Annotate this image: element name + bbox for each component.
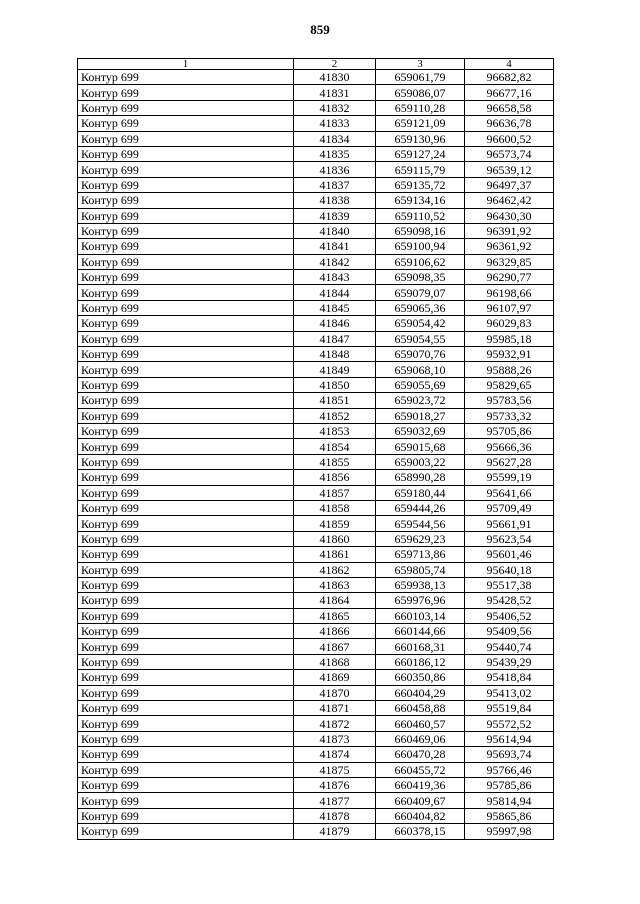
- x-coordinate-cell: 659135,72: [376, 177, 465, 192]
- x-coordinate-cell: 659110,28: [376, 100, 465, 115]
- y-coordinate-cell: 95783,56: [465, 393, 554, 408]
- point-number-cell: 41854: [294, 439, 376, 454]
- table-row: [78, 762, 554, 777]
- table-row: [78, 254, 554, 269]
- y-coordinate-cell: 96430,30: [465, 208, 554, 223]
- page-number: 859: [310, 22, 330, 37]
- table-row: [78, 439, 554, 454]
- y-coordinate-cell: 95439,29: [465, 654, 554, 669]
- table-row: [78, 347, 554, 362]
- table-row: [78, 670, 554, 685]
- x-coordinate-cell: 659065,36: [376, 300, 465, 315]
- x-coordinate-cell: 659015,68: [376, 439, 465, 454]
- contour-name-cell: Контур 699: [78, 747, 294, 762]
- y-coordinate-cell: 95829,65: [465, 377, 554, 392]
- table-row: [78, 408, 554, 423]
- point-number-cell: 41845: [294, 300, 376, 315]
- table-row: [78, 300, 554, 315]
- x-coordinate-cell: 659544,56: [376, 516, 465, 531]
- x-coordinate-cell: 659713,86: [376, 547, 465, 562]
- contour-name-cell: Контур 699: [78, 285, 294, 300]
- table-row: [78, 454, 554, 469]
- point-number-cell: 41871: [294, 701, 376, 716]
- contour-name-cell: Контур 699: [78, 793, 294, 808]
- point-number-cell: 41833: [294, 116, 376, 131]
- point-number-cell: 41851: [294, 393, 376, 408]
- table-row: [78, 485, 554, 500]
- header-row: [78, 59, 554, 70]
- point-number-cell: 41870: [294, 685, 376, 700]
- x-coordinate-cell: 659070,76: [376, 347, 465, 362]
- point-number-cell: 41843: [294, 270, 376, 285]
- y-coordinate-cell: 96290,77: [465, 270, 554, 285]
- table-row: [78, 177, 554, 192]
- contour-name-cell: Контур 699: [78, 716, 294, 731]
- point-number-cell: 41878: [294, 808, 376, 823]
- table-row: [78, 777, 554, 792]
- x-coordinate-cell: 659110,52: [376, 208, 465, 223]
- table-row: [78, 531, 554, 546]
- y-coordinate-cell: 95932,91: [465, 347, 554, 362]
- y-coordinate-cell: 95623,54: [465, 531, 554, 546]
- point-number-cell: 41861: [294, 547, 376, 562]
- contour-name-cell: Контур 699: [78, 485, 294, 500]
- contour-name-cell: Контур 699: [78, 254, 294, 269]
- table-row: [78, 747, 554, 762]
- y-coordinate-cell: 95406,52: [465, 608, 554, 623]
- x-coordinate-cell: 659976,96: [376, 593, 465, 608]
- x-coordinate-cell: 660460,57: [376, 716, 465, 731]
- x-coordinate-cell: 658990,28: [376, 470, 465, 485]
- x-coordinate-cell: 660144,66: [376, 624, 465, 639]
- contour-name-cell: Контур 699: [78, 500, 294, 515]
- contour-name-cell: Контур 699: [78, 577, 294, 592]
- point-number-cell: 41837: [294, 177, 376, 192]
- y-coordinate-cell: 96636,78: [465, 116, 554, 131]
- table-row: [78, 562, 554, 577]
- table-row: [78, 808, 554, 823]
- table-row: [78, 470, 554, 485]
- point-number-cell: 41830: [294, 70, 376, 85]
- x-coordinate-cell: 660409,67: [376, 793, 465, 808]
- point-number-cell: 41876: [294, 777, 376, 792]
- x-coordinate-cell: 660350,86: [376, 670, 465, 685]
- table-row: [78, 162, 554, 177]
- y-coordinate-cell: 95705,86: [465, 423, 554, 438]
- x-coordinate-cell: 660404,29: [376, 685, 465, 700]
- point-number-cell: 41839: [294, 208, 376, 223]
- contour-name-cell: Контур 699: [78, 423, 294, 438]
- x-coordinate-cell: 659805,74: [376, 562, 465, 577]
- y-coordinate-cell: 95733,32: [465, 408, 554, 423]
- x-coordinate-cell: 659127,24: [376, 146, 465, 161]
- header-col-4: 4: [465, 59, 554, 70]
- y-coordinate-cell: 95785,86: [465, 777, 554, 792]
- x-coordinate-cell: 660168,31: [376, 639, 465, 654]
- table-row: [78, 577, 554, 592]
- y-coordinate-cell: 96107,97: [465, 300, 554, 315]
- contour-name-cell: Контур 699: [78, 116, 294, 131]
- contour-name-cell: Контур 699: [78, 777, 294, 792]
- contour-name-cell: Контур 699: [78, 100, 294, 115]
- y-coordinate-cell: 96329,85: [465, 254, 554, 269]
- table-row: [78, 593, 554, 608]
- x-coordinate-cell: 659180,44: [376, 485, 465, 500]
- contour-name-cell: Контур 699: [78, 593, 294, 608]
- y-coordinate-cell: 95985,18: [465, 331, 554, 346]
- x-coordinate-cell: 659054,42: [376, 316, 465, 331]
- table-row: [78, 654, 554, 669]
- point-number-cell: 41863: [294, 577, 376, 592]
- point-number-cell: 41858: [294, 500, 376, 515]
- x-coordinate-cell: 659003,22: [376, 454, 465, 469]
- contour-name-cell: Контур 699: [78, 824, 294, 839]
- contour-name-cell: Контур 699: [78, 685, 294, 700]
- contour-name-cell: Контур 699: [78, 162, 294, 177]
- contour-name-cell: Контур 699: [78, 85, 294, 100]
- contour-name-cell: Контур 699: [78, 208, 294, 223]
- y-coordinate-cell: 95599,19: [465, 470, 554, 485]
- point-number-cell: 41836: [294, 162, 376, 177]
- contour-name-cell: Контур 699: [78, 670, 294, 685]
- contour-name-cell: Контур 699: [78, 300, 294, 315]
- point-number-cell: 41864: [294, 593, 376, 608]
- x-coordinate-cell: 660458,88: [376, 701, 465, 716]
- point-number-cell: 41856: [294, 470, 376, 485]
- table-row: [78, 547, 554, 562]
- table-row: [78, 100, 554, 115]
- point-number-cell: 41873: [294, 731, 376, 746]
- table-row: [78, 423, 554, 438]
- table-row: [78, 116, 554, 131]
- contour-name-cell: Контур 699: [78, 654, 294, 669]
- x-coordinate-cell: 659086,07: [376, 85, 465, 100]
- x-coordinate-cell: 660378,15: [376, 824, 465, 839]
- table-row: [78, 270, 554, 285]
- x-coordinate-cell: 659130,96: [376, 131, 465, 146]
- x-coordinate-cell: 660469,06: [376, 731, 465, 746]
- x-coordinate-cell: 659068,10: [376, 362, 465, 377]
- x-coordinate-cell: 659098,16: [376, 223, 465, 238]
- contour-name-cell: Контур 699: [78, 608, 294, 623]
- y-coordinate-cell: 95766,46: [465, 762, 554, 777]
- x-coordinate-cell: 659629,23: [376, 531, 465, 546]
- x-coordinate-cell: 659115,79: [376, 162, 465, 177]
- y-coordinate-cell: 96677,16: [465, 85, 554, 100]
- x-coordinate-cell: 659023,72: [376, 393, 465, 408]
- point-number-cell: 41877: [294, 793, 376, 808]
- point-number-cell: 41841: [294, 239, 376, 254]
- y-coordinate-cell: 95428,52: [465, 593, 554, 608]
- contour-name-cell: Контур 699: [78, 377, 294, 392]
- table-row: [78, 70, 554, 85]
- y-coordinate-cell: 96361,92: [465, 239, 554, 254]
- y-coordinate-cell: 95519,84: [465, 701, 554, 716]
- point-number-cell: 41840: [294, 223, 376, 238]
- contour-name-cell: Контур 699: [78, 562, 294, 577]
- table-body: [78, 70, 554, 840]
- table-row: [78, 193, 554, 208]
- y-coordinate-cell: 95572,52: [465, 716, 554, 731]
- y-coordinate-cell: 96658,58: [465, 100, 554, 115]
- table-row: [78, 608, 554, 623]
- table-row: [78, 500, 554, 515]
- contour-name-cell: Контур 699: [78, 408, 294, 423]
- y-coordinate-cell: 95409,56: [465, 624, 554, 639]
- y-coordinate-cell: 95440,74: [465, 639, 554, 654]
- point-number-cell: 41848: [294, 347, 376, 362]
- coordinates-table: [77, 58, 554, 840]
- y-coordinate-cell: 95693,74: [465, 747, 554, 762]
- point-number-cell: 41865: [294, 608, 376, 623]
- contour-name-cell: Контур 699: [78, 177, 294, 192]
- y-coordinate-cell: 95997,98: [465, 824, 554, 839]
- x-coordinate-cell: 659055,69: [376, 377, 465, 392]
- point-number-cell: 41866: [294, 624, 376, 639]
- table-row: [78, 85, 554, 100]
- contour-name-cell: Контур 699: [78, 639, 294, 654]
- y-coordinate-cell: 96600,52: [465, 131, 554, 146]
- contour-name-cell: Контур 699: [78, 131, 294, 146]
- point-number-cell: 41867: [294, 639, 376, 654]
- y-coordinate-cell: 95413,02: [465, 685, 554, 700]
- x-coordinate-cell: 660186,12: [376, 654, 465, 669]
- x-coordinate-cell: 659032,69: [376, 423, 465, 438]
- table-row: [78, 639, 554, 654]
- point-number-cell: 41832: [294, 100, 376, 115]
- point-number-cell: 41838: [294, 193, 376, 208]
- y-coordinate-cell: 95601,46: [465, 547, 554, 562]
- table-row: [78, 393, 554, 408]
- header-col-1: 1: [78, 59, 294, 70]
- y-coordinate-cell: 96391,92: [465, 223, 554, 238]
- x-coordinate-cell: 659098,35: [376, 270, 465, 285]
- contour-name-cell: Контур 699: [78, 223, 294, 238]
- point-number-cell: 41859: [294, 516, 376, 531]
- x-coordinate-cell: 659938,13: [376, 577, 465, 592]
- x-coordinate-cell: 660470,28: [376, 747, 465, 762]
- point-number-cell: 41874: [294, 747, 376, 762]
- y-coordinate-cell: 96497,37: [465, 177, 554, 192]
- table-row: [78, 824, 554, 839]
- table-row: [78, 701, 554, 716]
- contour-name-cell: Контур 699: [78, 331, 294, 346]
- x-coordinate-cell: 659079,07: [376, 285, 465, 300]
- point-number-cell: 41849: [294, 362, 376, 377]
- contour-name-cell: Контур 699: [78, 470, 294, 485]
- point-number-cell: 41846: [294, 316, 376, 331]
- x-coordinate-cell: 660455,72: [376, 762, 465, 777]
- table-header: [78, 59, 554, 70]
- y-coordinate-cell: 96539,12: [465, 162, 554, 177]
- y-coordinate-cell: 96573,74: [465, 146, 554, 161]
- contour-name-cell: Контур 699: [78, 193, 294, 208]
- x-coordinate-cell: 659018,27: [376, 408, 465, 423]
- contour-name-cell: Контур 699: [78, 316, 294, 331]
- x-coordinate-cell: 660404,82: [376, 808, 465, 823]
- point-number-cell: 41872: [294, 716, 376, 731]
- y-coordinate-cell: 96682,82: [465, 70, 554, 85]
- point-number-cell: 41831: [294, 85, 376, 100]
- table-row: [78, 316, 554, 331]
- table-row: [78, 624, 554, 639]
- y-coordinate-cell: 95661,91: [465, 516, 554, 531]
- contour-name-cell: Контур 699: [78, 439, 294, 454]
- contour-name-cell: Контур 699: [78, 347, 294, 362]
- table-row: [78, 377, 554, 392]
- y-coordinate-cell: 95418,84: [465, 670, 554, 685]
- y-coordinate-cell: 96198,66: [465, 285, 554, 300]
- point-number-cell: 41844: [294, 285, 376, 300]
- contour-name-cell: Контур 699: [78, 362, 294, 377]
- contour-name-cell: Контур 699: [78, 547, 294, 562]
- contour-name-cell: Контур 699: [78, 701, 294, 716]
- contour-name-cell: Контур 699: [78, 270, 294, 285]
- y-coordinate-cell: 95709,49: [465, 500, 554, 515]
- point-number-cell: 41847: [294, 331, 376, 346]
- y-coordinate-cell: 95865,86: [465, 808, 554, 823]
- table-row: [78, 516, 554, 531]
- x-coordinate-cell: 659100,94: [376, 239, 465, 254]
- point-number-cell: 41862: [294, 562, 376, 577]
- y-coordinate-cell: 96029,83: [465, 316, 554, 331]
- x-coordinate-cell: 659054,55: [376, 331, 465, 346]
- y-coordinate-cell: 95666,36: [465, 439, 554, 454]
- contour-name-cell: Контур 699: [78, 808, 294, 823]
- table-row: [78, 208, 554, 223]
- y-coordinate-cell: 95517,38: [465, 577, 554, 592]
- y-coordinate-cell: 95640,18: [465, 562, 554, 577]
- header-col-2: 2: [294, 59, 376, 70]
- point-number-cell: 41834: [294, 131, 376, 146]
- x-coordinate-cell: 659444,26: [376, 500, 465, 515]
- y-coordinate-cell: 95814,94: [465, 793, 554, 808]
- point-number-cell: 41869: [294, 670, 376, 685]
- point-number-cell: 41855: [294, 454, 376, 469]
- contour-name-cell: Контур 699: [78, 393, 294, 408]
- point-number-cell: 41857: [294, 485, 376, 500]
- header-col-3: 3: [376, 59, 465, 70]
- y-coordinate-cell: 95641,66: [465, 485, 554, 500]
- table-row: [78, 223, 554, 238]
- table-row: [78, 793, 554, 808]
- point-number-cell: 41879: [294, 824, 376, 839]
- table-row: [78, 285, 554, 300]
- contour-name-cell: Контур 699: [78, 624, 294, 639]
- table-row: [78, 131, 554, 146]
- y-coordinate-cell: 96462,42: [465, 193, 554, 208]
- contour-name-cell: Контур 699: [78, 531, 294, 546]
- point-number-cell: 41850: [294, 377, 376, 392]
- table-row: [78, 685, 554, 700]
- table-row: [78, 146, 554, 161]
- x-coordinate-cell: 660103,14: [376, 608, 465, 623]
- point-number-cell: 41875: [294, 762, 376, 777]
- contour-name-cell: Контур 699: [78, 516, 294, 531]
- table-row: [78, 331, 554, 346]
- table-row: [78, 716, 554, 731]
- contour-name-cell: Контур 699: [78, 731, 294, 746]
- x-coordinate-cell: 659134,16: [376, 193, 465, 208]
- y-coordinate-cell: 95614,94: [465, 731, 554, 746]
- point-number-cell: 41835: [294, 146, 376, 161]
- point-number-cell: 41842: [294, 254, 376, 269]
- contour-name-cell: Контур 699: [78, 454, 294, 469]
- x-coordinate-cell: 659061,79: [376, 70, 465, 85]
- table-row: [78, 239, 554, 254]
- y-coordinate-cell: 95627,28: [465, 454, 554, 469]
- table-row: [78, 362, 554, 377]
- point-number-cell: 41852: [294, 408, 376, 423]
- contour-name-cell: Контур 699: [78, 762, 294, 777]
- y-coordinate-cell: 95888,26: [465, 362, 554, 377]
- table-row: [78, 731, 554, 746]
- point-number-cell: 41860: [294, 531, 376, 546]
- x-coordinate-cell: 659106,62: [376, 254, 465, 269]
- point-number-cell: 41853: [294, 423, 376, 438]
- contour-name-cell: Контур 699: [78, 70, 294, 85]
- contour-name-cell: Контур 699: [78, 239, 294, 254]
- contour-name-cell: Контур 699: [78, 146, 294, 161]
- x-coordinate-cell: 660419,36: [376, 777, 465, 792]
- point-number-cell: 41868: [294, 654, 376, 669]
- x-coordinate-cell: 659121,09: [376, 116, 465, 131]
